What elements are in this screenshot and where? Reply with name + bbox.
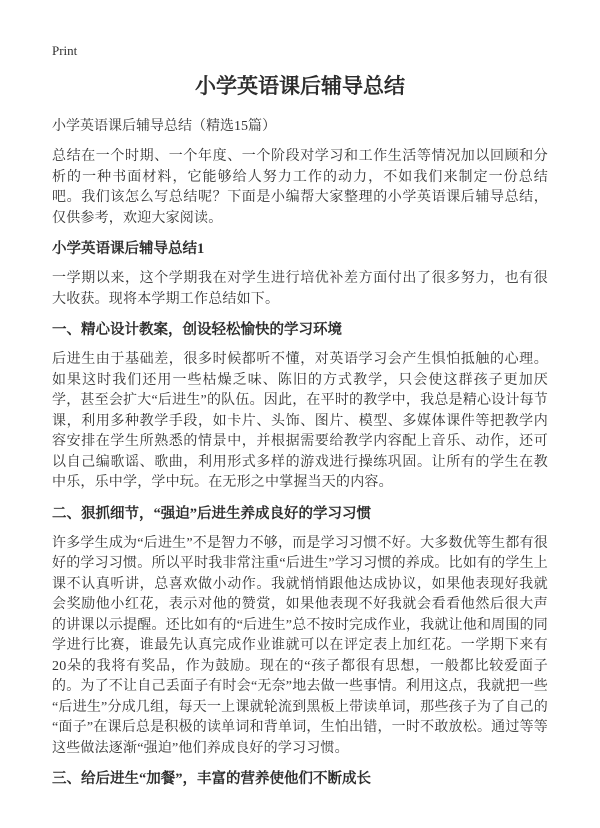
section-2-heading: 二、狠抓细节，“强迫”后进生养成良好的学习习惯: [52, 505, 371, 522]
section-3-heading: 三、给后进生“加餐”，丰富的营养使他们不断成长: [52, 771, 371, 787]
document-subtitle: 小学英语课后辅导总结（精选15篇）: [52, 119, 276, 134]
intro-paragraph: 总结在一个时期、一个年度、一个阶段对学习和工作生活等情况加以回顾和分析的一种书面材料，它能够给人努力工作的动力，不如我们来制定一份总结吧。我们该怎么写总结呢？下面是小编帮大家整理的小学英语课后辅导总结，仅供参考，欢迎大家阅读。: [52, 149, 548, 226]
section-2-paragraph: 许多学生成为“后进生”不是智力不够，而是学习习惯不好。大多数优等生都有很好的学习习惯。所以平时我非常注重“后进生”学习习惯的养成。比如有的学生上课不认真听讲，总喜欢做小动作。我就悄悄跟他达成协议，如果他表现好我就会奖励他小红花，表示对他的赞赏，如果他表现不好我就会看看他然后很大声的讲课以示提醒。还比如有的“后进生”总不按时完成作业，我就让他和周围的同学进行比赛，谁最先认真完成作业谁就可以在评定表上加红花。一学期下来有20朵的我将有奖品，作为鼓励。现在的“孩子都很有思想，一般都比较爱面子的。为了不让自己丢面子有时会“无奈”地去做一些事情。利用这点，我就把一些“后进生”分成几组，每天一上课就轮流到黑板上带读单词，那些孩子为了自己的“面子”在课后总是积极的读单词和背单词，生怕出错，一时不敢放松。通过等等这些做法逐渐“强迫”他们养成良好的学习习惯。: [52, 535, 548, 756]
article-1-title: 小学英语课后辅导总结1: [52, 241, 205, 257]
print-link[interactable]: Print: [52, 43, 78, 58]
section-1-paragraph: 后进生由于基础差，很多时候都听不懂，对英语学习会产生惧怕抵触的心理。如果这时我们还用一些枯燥乏味、陈旧的方式教学，只会使这群孩子更加厌学，甚至会扩大“后进生”的队伍。因此，在平时的教学中，我总是精心设计每节课，利用多种教学手段，如卡片、头饰、图片、模型、多媒体课件等把教学内容安排在学生所熟悉的情景中，并根据需要给教学内容配上音乐、动作，还可以自己编歌谣、歌曲，利用形式多样的游戏进行操练巩固。让所有的学生在教中乐，乐中学，学中玩。在无形之中掌握当天的内容。: [52, 352, 548, 490]
page-title: 小学英语课后辅导总结: [195, 74, 405, 98]
section-1-heading: 一、精心设计教案，创设轻松愉快的学习环境: [52, 322, 342, 338]
article-1-opening-paragraph: 一学期以来，这个学期我在对学生进行培优补差方面付出了很多努力，也有很大收获。现将本学期工作总结如下。: [52, 271, 548, 307]
